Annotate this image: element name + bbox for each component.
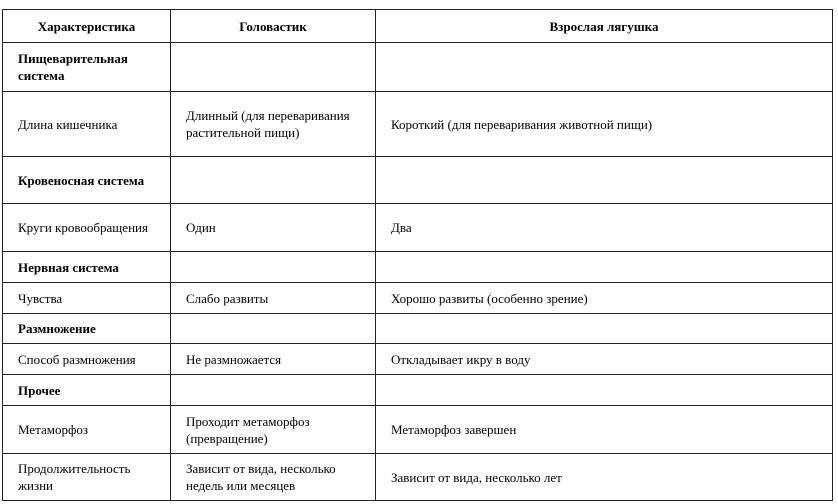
header-tadpole: Головастик (171, 10, 376, 43)
section-circulatory: Кровеносная система (3, 157, 171, 204)
tadpole-value: Один (171, 204, 376, 252)
frog-value: Метаморфоз завершен (376, 406, 833, 454)
section-row (3, 43, 833, 92)
table-row (3, 406, 833, 454)
row-label: Способ размножения (3, 344, 171, 375)
row-label: Чувства (3, 283, 171, 314)
section-row (3, 252, 833, 283)
empty-cell (376, 157, 833, 204)
empty-cell (376, 375, 833, 406)
row-label: Метаморфоз (3, 406, 171, 454)
empty-cell (171, 314, 376, 344)
table-row (3, 204, 833, 252)
empty-cell (171, 43, 376, 92)
table-row (3, 92, 833, 157)
row-label: Продолжительность жизни (3, 454, 171, 501)
row-label: Круги кровообращения (3, 204, 171, 252)
tadpole-value: Слабо развиты (171, 283, 376, 314)
comparison-table (2, 9, 833, 501)
tadpole-value: Зависит от вида, несколько недель или месяцев (171, 454, 376, 501)
frog-value: Хорошо развиты (особенно зрение) (376, 283, 833, 314)
header-adult-frog: Взрослая лягушка (376, 10, 833, 43)
section-reproduction: Размножение (3, 314, 171, 344)
section-row (3, 375, 833, 406)
frog-value: Короткий (для переваривания животной пищи) (376, 92, 833, 157)
tadpole-value: Длинный (для переваривания растительной пищи) (171, 92, 376, 157)
empty-cell (376, 314, 833, 344)
empty-cell (376, 43, 833, 92)
empty-cell (171, 375, 376, 406)
table-row (3, 454, 833, 501)
table-row (3, 283, 833, 314)
frog-value: Два (376, 204, 833, 252)
empty-cell (171, 157, 376, 204)
tadpole-value: Не размножается (171, 344, 376, 375)
header-characteristic: Характеристика (3, 10, 171, 43)
frog-value: Зависит от вида, несколько лет (376, 454, 833, 501)
tadpole-value: Проходит метаморфоз (превращение) (171, 406, 376, 454)
section-other: Прочее (3, 375, 171, 406)
row-label: Длина кишечника (3, 92, 171, 157)
section-digestive: Пищеварительная система (3, 43, 171, 92)
section-row (3, 314, 833, 344)
table-row (3, 344, 833, 375)
section-nervous: Нервная система (3, 252, 171, 283)
empty-cell (376, 252, 833, 283)
section-row (3, 157, 833, 204)
empty-cell (171, 252, 376, 283)
frog-value: Откладывает икру в воду (376, 344, 833, 375)
header-row (3, 10, 833, 43)
